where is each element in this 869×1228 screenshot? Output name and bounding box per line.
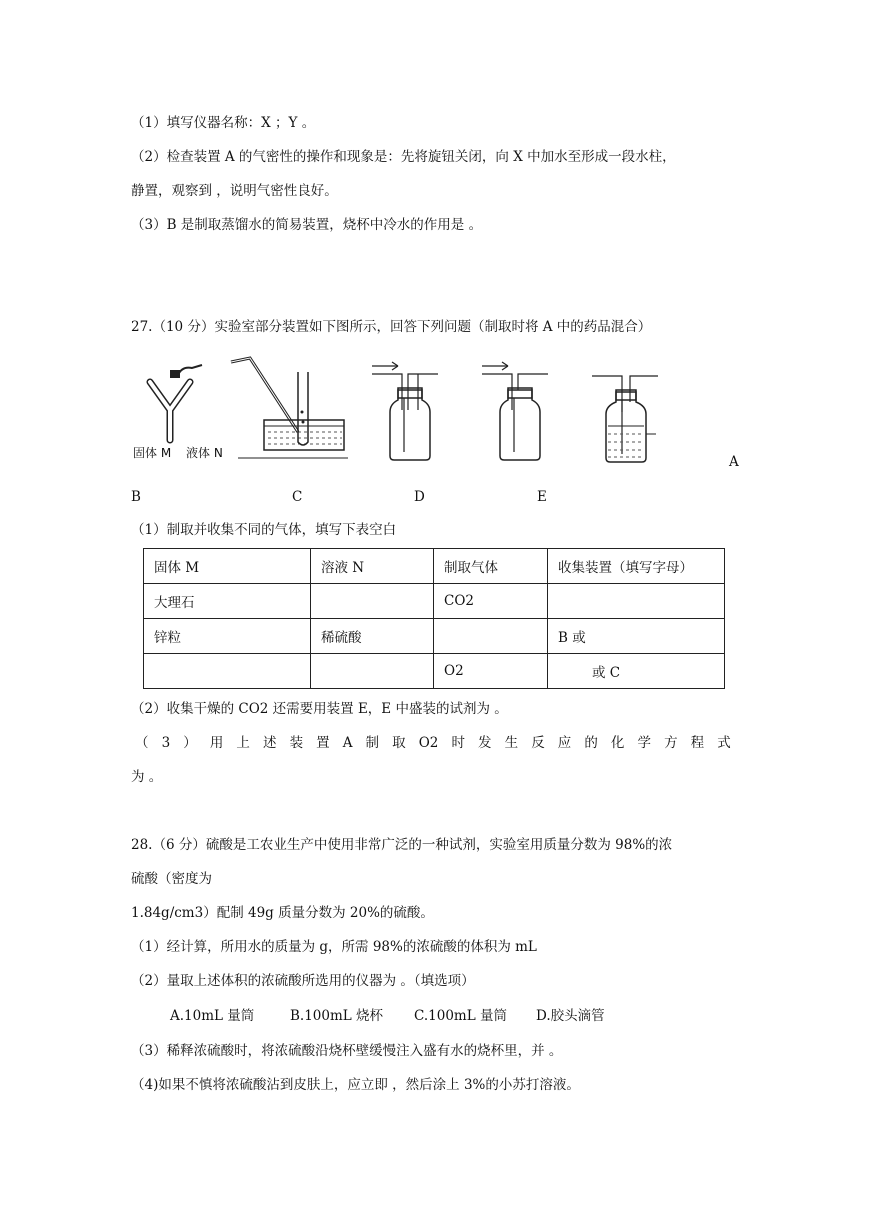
table-cell (311, 654, 434, 689)
justified-char: （ (135, 735, 149, 751)
justified-char: 3 (161, 735, 171, 751)
q27-title: 27.（10 分）实验室部分装置如下图所示，回答下列问题（制取时将 A 中的药品混合） (131, 319, 652, 335)
table-cell (548, 584, 725, 619)
justified-char: 装 (289, 735, 304, 751)
q28-option-c: C.100mL 量筒 (414, 1008, 507, 1024)
justified-char: 发 (478, 735, 492, 751)
table-cell: 锌粒 (144, 619, 311, 654)
q26-part2-line2: 静置，观察到 ，说明气密性良好。 (131, 183, 338, 199)
table-header-row (144, 549, 725, 584)
apparatus-d-figure (480, 360, 550, 465)
justified-char: 的 (584, 735, 598, 751)
q27-part1: （1）制取并收集不同的气体，填写下表空白 (131, 522, 397, 538)
q28-option-b: B.100mL 烧杯 (290, 1008, 384, 1024)
justified-char: 学 (637, 735, 651, 751)
q26-part2-line1: （2）检查装置 A 的气密性的操作和现象是：先将旋钮关闭，向 X 中加水至形成一段水柱， (131, 149, 676, 165)
justified-char: 方 (664, 735, 678, 751)
q28-part4: （4)如果不慎将浓硫酸沾到皮肤上，应立即 ，然后涂上 3%的小苏打溶液。 (131, 1077, 580, 1093)
justified-char: 应 (557, 735, 572, 751)
q28-option-a: A.10mL 量筒 (170, 1008, 255, 1024)
q28-part2: （2）量取上述体积的浓硫酸所选用的仪器为 。（填选项） (131, 973, 475, 989)
table-header-cell: 制取气体 (434, 549, 548, 584)
justified-char: 上 (236, 735, 250, 751)
label-d: D (414, 489, 425, 505)
q28-option-d: D.胶头滴管 (536, 1008, 605, 1024)
justified-char: 反 (531, 735, 545, 751)
q28-title-line1: 28.（6 分）硫酸是工农业生产中使用非常广泛的一种试剂，实验室用质量分数为 98%的浓 (131, 837, 673, 853)
gas-preparation-table (143, 548, 725, 689)
label-liquid-n: 液体 N (186, 446, 223, 460)
table-cell: 稀硫酸 (311, 619, 434, 654)
justified-char: ） (183, 735, 197, 751)
label-a: A (729, 454, 739, 470)
justified-char: 化 (610, 735, 625, 751)
justified-char: 生 (504, 735, 519, 751)
table-cell: CO2 (434, 584, 548, 619)
table-cell: 或 C (548, 654, 725, 689)
q28-part1: （1）经计算，所用水的质量为 g，所需 98%的浓硫酸的体积为 mL (131, 939, 537, 955)
q26-part3: （3）B 是制取蒸馏水的简易装置，烧杯中冷水的作用是 。 (131, 217, 483, 233)
justified-char: A (342, 735, 353, 751)
table-cell: B 或 (548, 619, 725, 654)
table-header-cell: 固体 M (144, 549, 311, 584)
table-header-cell: 溶液 N (311, 549, 434, 584)
table-header-cell: 收集装置（填写字母） (548, 549, 725, 584)
q28-title-line3: 1.84g/cm3）配制 49g 质量分数为 20%的硫酸。 (131, 905, 434, 921)
apparatus-b-figure (228, 352, 348, 460)
justified-char: 时 (451, 735, 465, 751)
justified-char: 式 (717, 735, 731, 751)
q27-part3-line2: 为 。 (131, 769, 163, 785)
q27-part3-line1 (135, 733, 731, 753)
table-row (144, 654, 725, 689)
justified-char: 取 (392, 735, 406, 751)
q27-part2: （2）收集干燥的 CO2 还需要用装置 E，E 中盛装的试剂为 。 (131, 701, 508, 717)
label-e: E (537, 489, 547, 505)
table-cell (434, 619, 548, 654)
table-row (144, 619, 725, 654)
justified-char: 置 (316, 735, 330, 751)
q28-title-line2: 硫酸（密度为 (131, 871, 212, 887)
table-cell: 大理石 (144, 584, 311, 619)
table-cell (311, 584, 434, 619)
justified-char: 制 (365, 735, 380, 751)
label-c: C (292, 489, 303, 505)
table-row (144, 584, 725, 619)
table-cell (144, 654, 311, 689)
q26-part1: （1）填写仪器名称：X ；Y 。 (131, 115, 316, 131)
label-solid-m: 固体 M (133, 446, 172, 460)
justified-char: O2 (418, 735, 439, 751)
table-cell: O2 (434, 654, 548, 689)
justified-char: 述 (262, 735, 277, 751)
apparatus-c-figure (370, 360, 440, 465)
q28-part3: （3）稀释浓硫酸时，将浓硫酸沿烧杯壁缓慢注入盛有水的烧杯里，并 。 (131, 1043, 563, 1059)
justified-char: 用 (209, 735, 224, 751)
label-b: B (131, 489, 141, 505)
justified-char: 程 (690, 735, 705, 751)
apparatus-e-figure (590, 362, 660, 467)
